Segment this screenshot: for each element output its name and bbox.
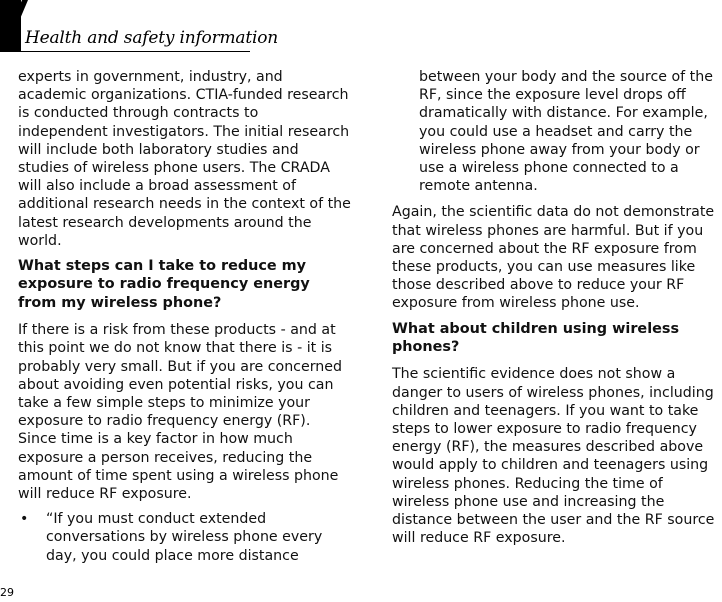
bullet-icon: • bbox=[20, 511, 29, 528]
left-column bbox=[18, 68, 352, 565]
right-column bbox=[392, 68, 722, 554]
paragraph: Again, the scientific data do not demonstrate that wireless phones are harmful. But if you are concerned about the RF exposure from these products, you can use measures like those described above to reduce your RF exposure from wireless phone use. bbox=[392, 204, 715, 312]
paragraph: The scientific evidence does not show a danger to users of wireless phones, including children and teenagers. If you want to take steps to lower exposure to radio frequency energy (RF), the measures described above would apply to children and teenagers using wireless phones. Reducing the time of wireless phone use and increasing the distance between the user and the RF source will reduce RF exposure. bbox=[392, 366, 715, 547]
header-rule bbox=[0, 51, 250, 52]
paragraph: If there is a risk from these products - and at this point we do not know that there is - it is probably very small. But if you are concerned about avoiding even potential risks, you can take a few simple steps to minimize your exposure to radio frequency energy (RF). Since time is a key factor in how much exposure a person receives, reducing the amount of time spent using a wireless phone will reduce RF exposure. bbox=[18, 322, 343, 503]
section-heading: What about children using wireless phones? bbox=[392, 320, 680, 356]
bullet-item bbox=[18, 510, 352, 565]
section-title: Health and safety information bbox=[25, 28, 279, 48]
bullet-continuation: between your body and the source of the RF, since the exposure level drops off dramatically with distance. For example, you could use a headset and carry the wireless phone away from your body or use a wireless phone connected to a remote antenna. bbox=[419, 69, 713, 195]
paragraph: experts in government, industry, and academic organizations. CTIA-funded research is conducted through contracts to independent investigators. The initial research will include both laboratory studies and studies of wireless phone users. The CRADA will also include a broad assessment of additional research needs in the context of the latest research developments around the world. bbox=[18, 69, 351, 249]
bullet-text: “If you must conduct extended conversations by wireless phone every day, you could place more distance bbox=[46, 511, 323, 564]
header-bar bbox=[0, 0, 21, 52]
section-heading: What steps can I take to reduce my exposure to radio frequency energy from my wireless phone? bbox=[18, 258, 310, 311]
page-number: 29 bbox=[0, 586, 14, 599]
